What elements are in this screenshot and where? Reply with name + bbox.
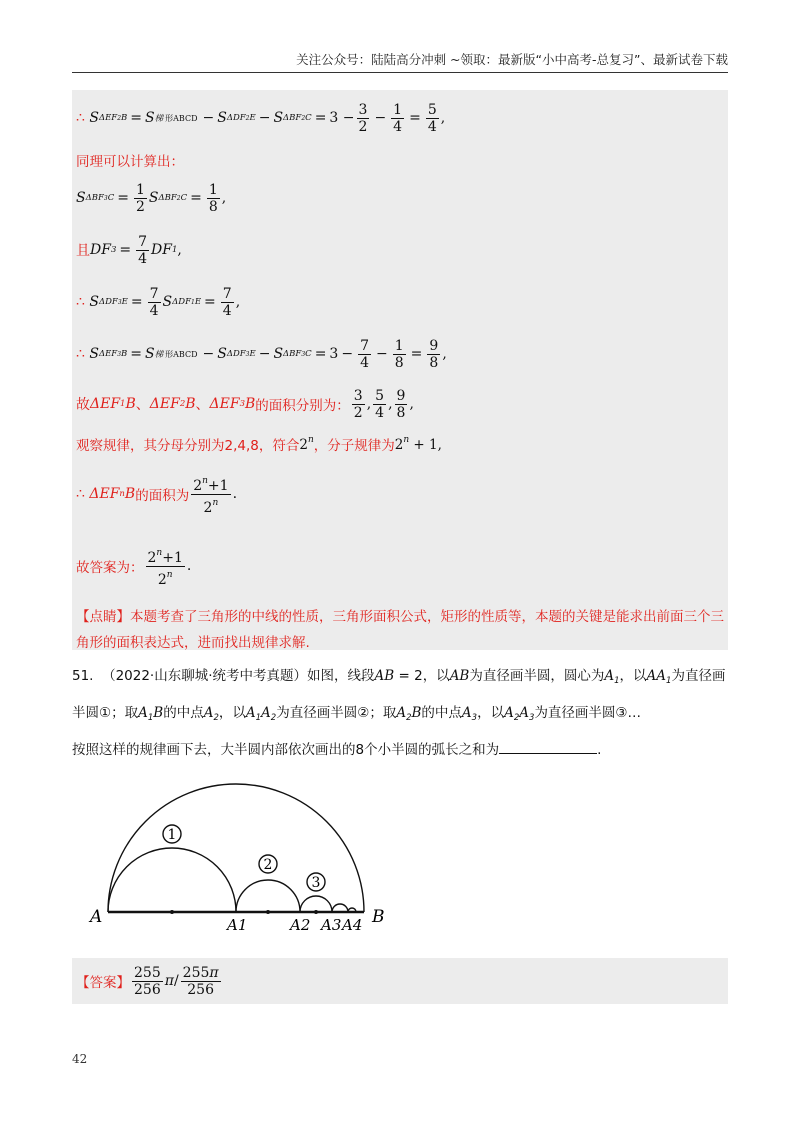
answer-label: 【答案】 [76, 975, 130, 991]
answer-blank [499, 739, 597, 754]
label-B: B [372, 907, 385, 927]
semicircle-3 [300, 896, 332, 912]
page-header [72, 50, 728, 73]
label-A2: A2 [290, 916, 311, 934]
solution-answer-line: 故答案为： $\frac{2^n+1}{2^n}$ . [76, 548, 191, 584]
semicircle-1 [108, 848, 236, 912]
problem-51: 51. （2022·山东聊城·统考中考真题）如图，线段AB = 2，以AB为直径画半圆，圆心为$A_1$，以$AA_1$为直径画半圆①；取$A_1B$的中点$A_2$，以$A_1A_2$为直径画半圆②；取$A_2B$的中点$A_3$，以$A_2A_3$为直径画半圆③… 按照这样的规律画下去，大半圆内部依次画出的8个小半圆的弧长之和为 . [72, 668, 726, 758]
label-A: A [90, 907, 103, 927]
answer-line: 【答案】 $\frac{255}{256}$ π / $\frac{255\pi}{256}$ [76, 964, 219, 998]
label-A3: A3 [321, 916, 342, 934]
comment-block [76, 604, 726, 656]
circle-label-2: 2 [263, 857, 273, 873]
circle-label-1: 1 [167, 827, 177, 843]
line1-three: 3 − [329, 110, 355, 126]
center-dot-3 [314, 910, 318, 914]
solution-line-3: 且 DF 3 = $\frac{7}{4}$ DF 1 , [76, 233, 182, 267]
center-dot-1 [170, 910, 174, 914]
solution-line-6: 故 ΔEF 1 B 、 ΔEF 2 B 、 ΔEF 3 B 的面积分别为： $\frac{3}{2}$ , $\frac{5}{4}$ , $\frac{9}{8}$ , [76, 387, 414, 421]
label-A1: A1 [227, 916, 248, 934]
comment-body: 本题考查了三角形的中线的性质，三角形面积公式，矩形的性质等，本题的关键是能求出前面三个三角形的面积表达式，进而找出规律求解. [76, 609, 724, 651]
circle-label-3: 3 [311, 875, 321, 891]
label-A4: A4 [342, 916, 363, 934]
solution-line-4: ∴ S ΔDF3E = $\frac{7}{4}$ S ΔDF1E = $\frac{7}{4}$ , [76, 285, 241, 319]
header-text: 关注公众号：陆陆高分冲刺 ~领取：最新版“小中高考-总复习”、最新试卷下载 [296, 52, 728, 67]
solution-line-2: S ΔBF3C = $\frac{1}{2}$ S ΔBF2C = $\frac{1}{8}$ , [76, 181, 227, 215]
solution-line-1: ∴ S ΔEF2B = S 梯 形ABCD − S ΔDF2E − S ΔBF2C = 3 − $\frac{3}{2}$ − $\frac{1}{4}$ = $\frac{5}{4}$ , [76, 101, 446, 135]
semicircle-4 [332, 904, 348, 912]
big-semicircle [108, 784, 364, 912]
similar-text: 同理可以计算出： [76, 154, 184, 170]
semicircle-2 [236, 880, 300, 912]
solution-line-5: ∴ S ΔEF3B = S 梯 形ABCD − S ΔDF3E − S ΔBF3C = 3 − $\frac{7}{4}$ − $\frac{1}{8}$ = $\frac{9}{8}$ , [76, 337, 447, 371]
page-number: 42 [72, 1052, 88, 1066]
solution-line-7: ∴ ΔEF n B 的面积为 $\frac{2^n+1}{2^n}$ . [76, 476, 237, 512]
comment-label: 【点睛】 [76, 609, 130, 625]
observe-text: 观察规律，其分母分别为2,4,8，符合 2$^n$ ，分子规律为 $2^n + 1$, [76, 435, 442, 454]
center-dot-2 [266, 910, 270, 914]
semicircle-figure [86, 776, 406, 936]
